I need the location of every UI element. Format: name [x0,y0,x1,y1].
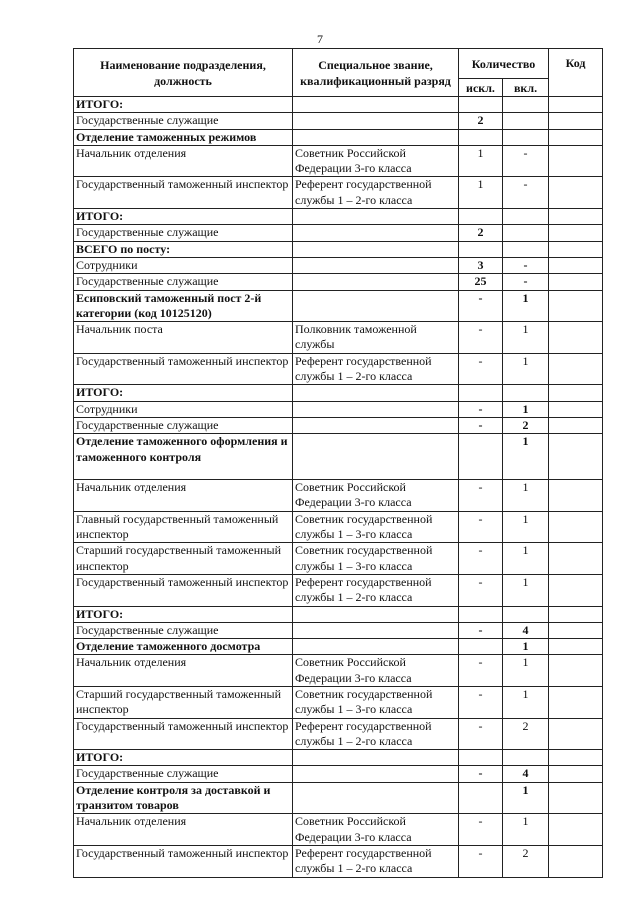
quantity-excl-cell: - [459,622,503,638]
code-cell [549,145,603,177]
quantity-incl-cell [503,113,549,129]
position-cell: Государственные служащие [74,766,293,782]
table-row [74,129,603,145]
quantity-incl-cell: 2 [503,845,549,877]
position-cell: Государственные служащие [74,622,293,638]
rank-cell [293,129,459,145]
table-row [74,750,603,766]
position-cell: ИТОГО: [74,209,293,225]
quantity-excl-cell: - [459,511,503,543]
code-cell [549,718,603,750]
position-cell: Государственный таможенный инспектор [74,574,293,606]
code-cell [549,241,603,257]
position-cell: Главный государственный таможенный инспектор [74,511,293,543]
quantity-incl-cell: 1 [503,639,549,655]
position-cell: Начальник отделения [74,655,293,687]
quantity-incl-cell: - [503,145,549,177]
quantity-excl-cell: - [459,543,503,575]
code-cell [549,543,603,575]
rank-cell: Референт государственной службы 1 – 2-го класса [293,353,459,385]
quantity-excl-cell: - [459,574,503,606]
rank-cell [293,401,459,417]
code-cell [549,290,603,322]
rank-cell [293,113,459,129]
table-row [74,639,603,655]
quantity-incl-cell: 4 [503,622,549,638]
table-row [74,622,603,638]
rank-cell [293,290,459,322]
table-row [74,606,603,622]
rank-cell [293,622,459,638]
quantity-excl-cell: - [459,322,503,354]
code-cell [549,177,603,209]
table-row [74,145,603,177]
quantity-excl-cell: - [459,290,503,322]
code-cell [549,417,603,433]
quantity-excl-cell [459,434,503,480]
code-cell [549,113,603,129]
code-cell [549,782,603,814]
code-cell [549,606,603,622]
code-cell [549,511,603,543]
code-cell [549,434,603,480]
position-cell: Старший государственный таможенный инспектор [74,686,293,718]
position-cell: Начальник отделения [74,814,293,846]
quantity-excl-cell: 1 [459,177,503,209]
quantity-incl-cell [503,129,549,145]
quantity-incl-cell: 2 [503,718,549,750]
position-cell: Есиповский таможенный пост 2-й категории (код 10125120) [74,290,293,322]
table-row [74,97,603,113]
rank-cell: Советник государственной службы 1 – 3-го класса [293,511,459,543]
rank-cell: Референт государственной службы 1 – 2-го класса [293,845,459,877]
position-cell: ИТОГО: [74,385,293,401]
rank-cell: Референт государственной службы 1 – 2-го класса [293,177,459,209]
table-row [74,177,603,209]
table-row [74,209,603,225]
position-cell: Начальник отделения [74,480,293,512]
table-row [74,241,603,257]
header-excl: искл. [459,79,503,97]
position-cell: Государственный таможенный инспектор [74,718,293,750]
quantity-excl-cell: - [459,718,503,750]
rank-cell: Советник Российской Федерации 3-го класса [293,480,459,512]
position-cell: Начальник отделения [74,145,293,177]
quantity-incl-cell: 1 [503,686,549,718]
code-cell [549,750,603,766]
rank-cell [293,274,459,290]
position-cell: Отделение таможенного оформления и таможенного контроля [74,434,293,480]
rank-cell [293,766,459,782]
rank-cell: Полковник таможенной службы [293,322,459,354]
code-cell [549,274,603,290]
quantity-incl-cell: 1 [503,782,549,814]
position-cell: Государственные служащие [74,274,293,290]
position-cell: Отделение контроля за доставкой и транзитом товаров [74,782,293,814]
quantity-incl-cell: 1 [503,814,549,846]
header-incl: вкл. [503,79,549,97]
position-cell: Государственный таможенный инспектор [74,845,293,877]
code-cell [549,845,603,877]
position-cell: Государственный таможенный инспектор [74,177,293,209]
quantity-excl-cell: - [459,845,503,877]
rank-cell [293,241,459,257]
quantity-excl-cell: - [459,655,503,687]
quantity-excl-cell: 2 [459,113,503,129]
table-row [74,543,603,575]
quantity-incl-cell [503,385,549,401]
code-cell [549,574,603,606]
quantity-incl-cell: 1 [503,511,549,543]
table-row [74,274,603,290]
code-cell [549,353,603,385]
table-row [74,782,603,814]
rank-cell [293,606,459,622]
quantity-excl-cell: - [459,480,503,512]
quantity-incl-cell: 1 [503,353,549,385]
table-row [74,511,603,543]
quantity-incl-cell: 1 [503,543,549,575]
code-cell [549,766,603,782]
quantity-incl-cell: 1 [503,655,549,687]
code-cell [549,225,603,241]
table-row [74,686,603,718]
code-cell [549,655,603,687]
quantity-incl-cell: - [503,274,549,290]
position-cell: Отделение таможенного досмотра [74,639,293,655]
table-row [74,113,603,129]
quantity-incl-cell: 1 [503,574,549,606]
rank-cell: Референт государственной службы 1 – 2-го класса [293,718,459,750]
position-cell: Старший государственный таможенный инспектор [74,543,293,575]
position-cell: ИТОГО: [74,97,293,113]
code-cell [549,814,603,846]
rank-cell [293,782,459,814]
position-cell: Государственные служащие [74,225,293,241]
quantity-incl-cell [503,97,549,113]
table-row [74,225,603,241]
table-row [74,574,603,606]
code-cell [549,622,603,638]
rank-cell: Референт государственной службы 1 – 2-го класса [293,574,459,606]
quantity-incl-cell: 2 [503,417,549,433]
table-row [74,385,603,401]
position-cell: Сотрудники [74,401,293,417]
table-row [74,322,603,354]
table-row [74,814,603,846]
position-cell: ВСЕГО по посту: [74,241,293,257]
rank-cell [293,750,459,766]
header-quantity: Количество [459,49,549,79]
rank-cell [293,639,459,655]
quantity-incl-cell: 1 [503,322,549,354]
rank-cell: Советник государственной службы 1 – 3-го класса [293,686,459,718]
table-row [74,417,603,433]
quantity-excl-cell: - [459,417,503,433]
quantity-incl-cell [503,750,549,766]
table-row [74,480,603,512]
quantity-excl-cell [459,129,503,145]
quantity-excl-cell [459,639,503,655]
quantity-incl-cell [503,241,549,257]
rank-cell [293,434,459,480]
quantity-incl-cell [503,225,549,241]
quantity-excl-cell [459,241,503,257]
table-row [74,434,603,480]
table-row [74,353,603,385]
table-row [74,718,603,750]
header-rank: Специальное звание, квалификационный разряд [293,49,459,97]
quantity-incl-cell: 1 [503,434,549,480]
quantity-excl-cell [459,385,503,401]
quantity-excl-cell [459,750,503,766]
rank-cell [293,209,459,225]
code-cell [549,209,603,225]
code-cell [549,129,603,145]
table-row [74,290,603,322]
quantity-incl-cell: - [503,177,549,209]
quantity-incl-cell: - [503,257,549,273]
position-cell: ИТОГО: [74,750,293,766]
code-cell [549,639,603,655]
rank-cell: Советник Российской Федерации 3-го класса [293,145,459,177]
table-row [74,257,603,273]
position-cell: Отделение таможенных режимов [74,129,293,145]
position-cell: Начальник поста [74,322,293,354]
quantity-excl-cell [459,782,503,814]
rank-cell [293,257,459,273]
quantity-excl-cell [459,606,503,622]
rank-cell [293,417,459,433]
rank-cell: Советник Российской Федерации 3-го класса [293,814,459,846]
page-number: 7 [317,32,323,46]
header-name: Наименование подразделения, должность [74,49,293,97]
code-cell [549,401,603,417]
rank-cell: Советник Российской Федерации 3-го класса [293,655,459,687]
quantity-excl-cell: 3 [459,257,503,273]
quantity-excl-cell: - [459,814,503,846]
code-cell [549,480,603,512]
code-cell [549,322,603,354]
rank-cell: Советник государственной службы 1 – 3-го класса [293,543,459,575]
quantity-excl-cell: 25 [459,274,503,290]
table-row [74,401,603,417]
quantity-incl-cell [503,606,549,622]
quantity-excl-cell: - [459,686,503,718]
code-cell [549,385,603,401]
position-cell: ИТОГО: [74,606,293,622]
table-row [74,655,603,687]
code-cell [549,686,603,718]
table-row [74,766,603,782]
quantity-incl-cell [503,209,549,225]
quantity-excl-cell: 2 [459,225,503,241]
quantity-excl-cell: - [459,766,503,782]
quantity-excl-cell [459,209,503,225]
position-cell: Сотрудники [74,257,293,273]
code-cell [549,257,603,273]
quantity-incl-cell: 1 [503,290,549,322]
table-row [74,845,603,877]
staff-table [73,48,603,878]
rank-cell [293,385,459,401]
position-cell: Государственные служащие [74,113,293,129]
quantity-incl-cell: 1 [503,401,549,417]
rank-cell [293,225,459,241]
position-cell: Государственные служащие [74,417,293,433]
quantity-excl-cell: - [459,353,503,385]
rank-cell [293,97,459,113]
quantity-excl-cell [459,97,503,113]
quantity-incl-cell: 1 [503,480,549,512]
quantity-incl-cell: 4 [503,766,549,782]
code-cell [549,97,603,113]
quantity-excl-cell: - [459,401,503,417]
quantity-excl-cell: 1 [459,145,503,177]
position-cell: Государственный таможенный инспектор [74,353,293,385]
header-code: Код [549,49,603,97]
